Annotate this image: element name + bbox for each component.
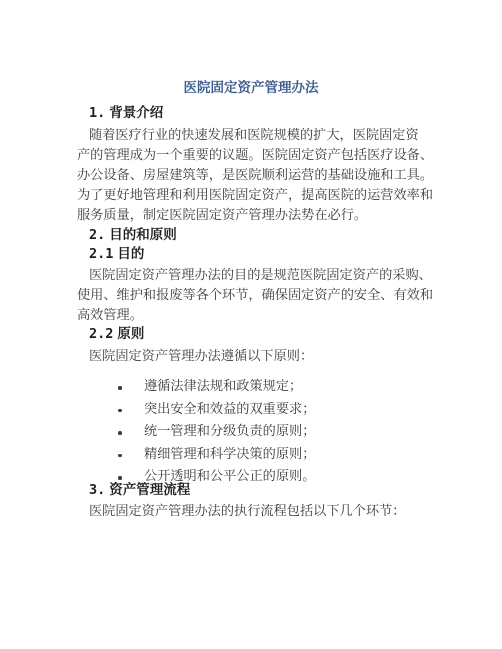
bullet-icon (118, 386, 122, 390)
paragraph-line: 医院固定资产管理办法的目的是规范医院固定资产的采购、 (89, 268, 432, 283)
list-item (118, 399, 315, 422)
list-item-text: 遵循法律法规和政策规定； (144, 379, 303, 394)
section-2-1-title: 目的 (117, 246, 145, 262)
section-1-paragraph (77, 126, 449, 226)
section-2-1-paragraph (77, 266, 449, 326)
section-2-2-heading (89, 325, 144, 343)
section-3-title: 资产管理流程 (109, 482, 191, 498)
section-3-paragraph (89, 502, 449, 522)
bullet-icon (118, 454, 122, 458)
section-2-number: 2. (89, 227, 106, 243)
section-2-title: 目的和原则 (109, 227, 177, 243)
paragraph-line: 产的管理成为一个重要的议题。医院固定资产包括医疗设备、 (77, 148, 434, 163)
bullet-icon (118, 431, 122, 435)
list-item-text: 突出安全和效益的双重要求； (144, 401, 316, 417)
section-3-heading (89, 481, 190, 499)
bullet-icon (118, 476, 122, 480)
section-1-title: 背景介绍 (109, 105, 164, 121)
list-item-text: 统一管理和分级负责的原则； (144, 424, 316, 439)
list-item (118, 444, 315, 467)
bullet-icon (118, 409, 122, 413)
list-item (118, 376, 315, 399)
list-item-text: 公开透明和公平公正的原则。 (144, 469, 316, 484)
paragraph-line: 办公设备、房屋建筑等，是医院顺利运营的基础设施和工具。 (77, 168, 434, 183)
paragraph-line: 医院固定资产管理办法的执行流程包括以下几个环节： (89, 504, 406, 519)
paragraph-line: 医院固定资产管理办法遵循以下原则： (89, 349, 314, 364)
section-2-2-title: 原则 (117, 326, 145, 342)
section-2-heading (89, 226, 177, 244)
paragraph-line: 服务质量，制定医院固定资产管理办法势在必行。 (77, 208, 368, 223)
paragraph-line: 随着医疗行业的快速发展和医院规模的扩大，医院固定资 (89, 128, 419, 143)
list-item-text: 精细管理和科学决策的原则； (144, 446, 316, 462)
document-title: 医院固定资产管理办法 (183, 80, 319, 96)
section-1-heading (89, 104, 163, 122)
section-2-1-heading (89, 245, 144, 263)
paragraph-line: 高效管理。 (77, 308, 143, 323)
section-2-2-number: 2.2 (89, 326, 114, 342)
section-2-2-paragraph (89, 347, 449, 367)
section-1-number: 1. (89, 105, 106, 121)
paragraph-line: 使用、维护和报废等各个环节，确保固定资产的安全、有效和 (77, 288, 434, 303)
list-item (118, 421, 315, 444)
paragraph-line: 为了更好地管理和利用医院固定资产，提高医院的运营效率和 (77, 188, 434, 203)
principles-list (118, 376, 315, 489)
section-3-number: 3. (89, 482, 106, 498)
section-2-1-number: 2.1 (89, 246, 114, 262)
